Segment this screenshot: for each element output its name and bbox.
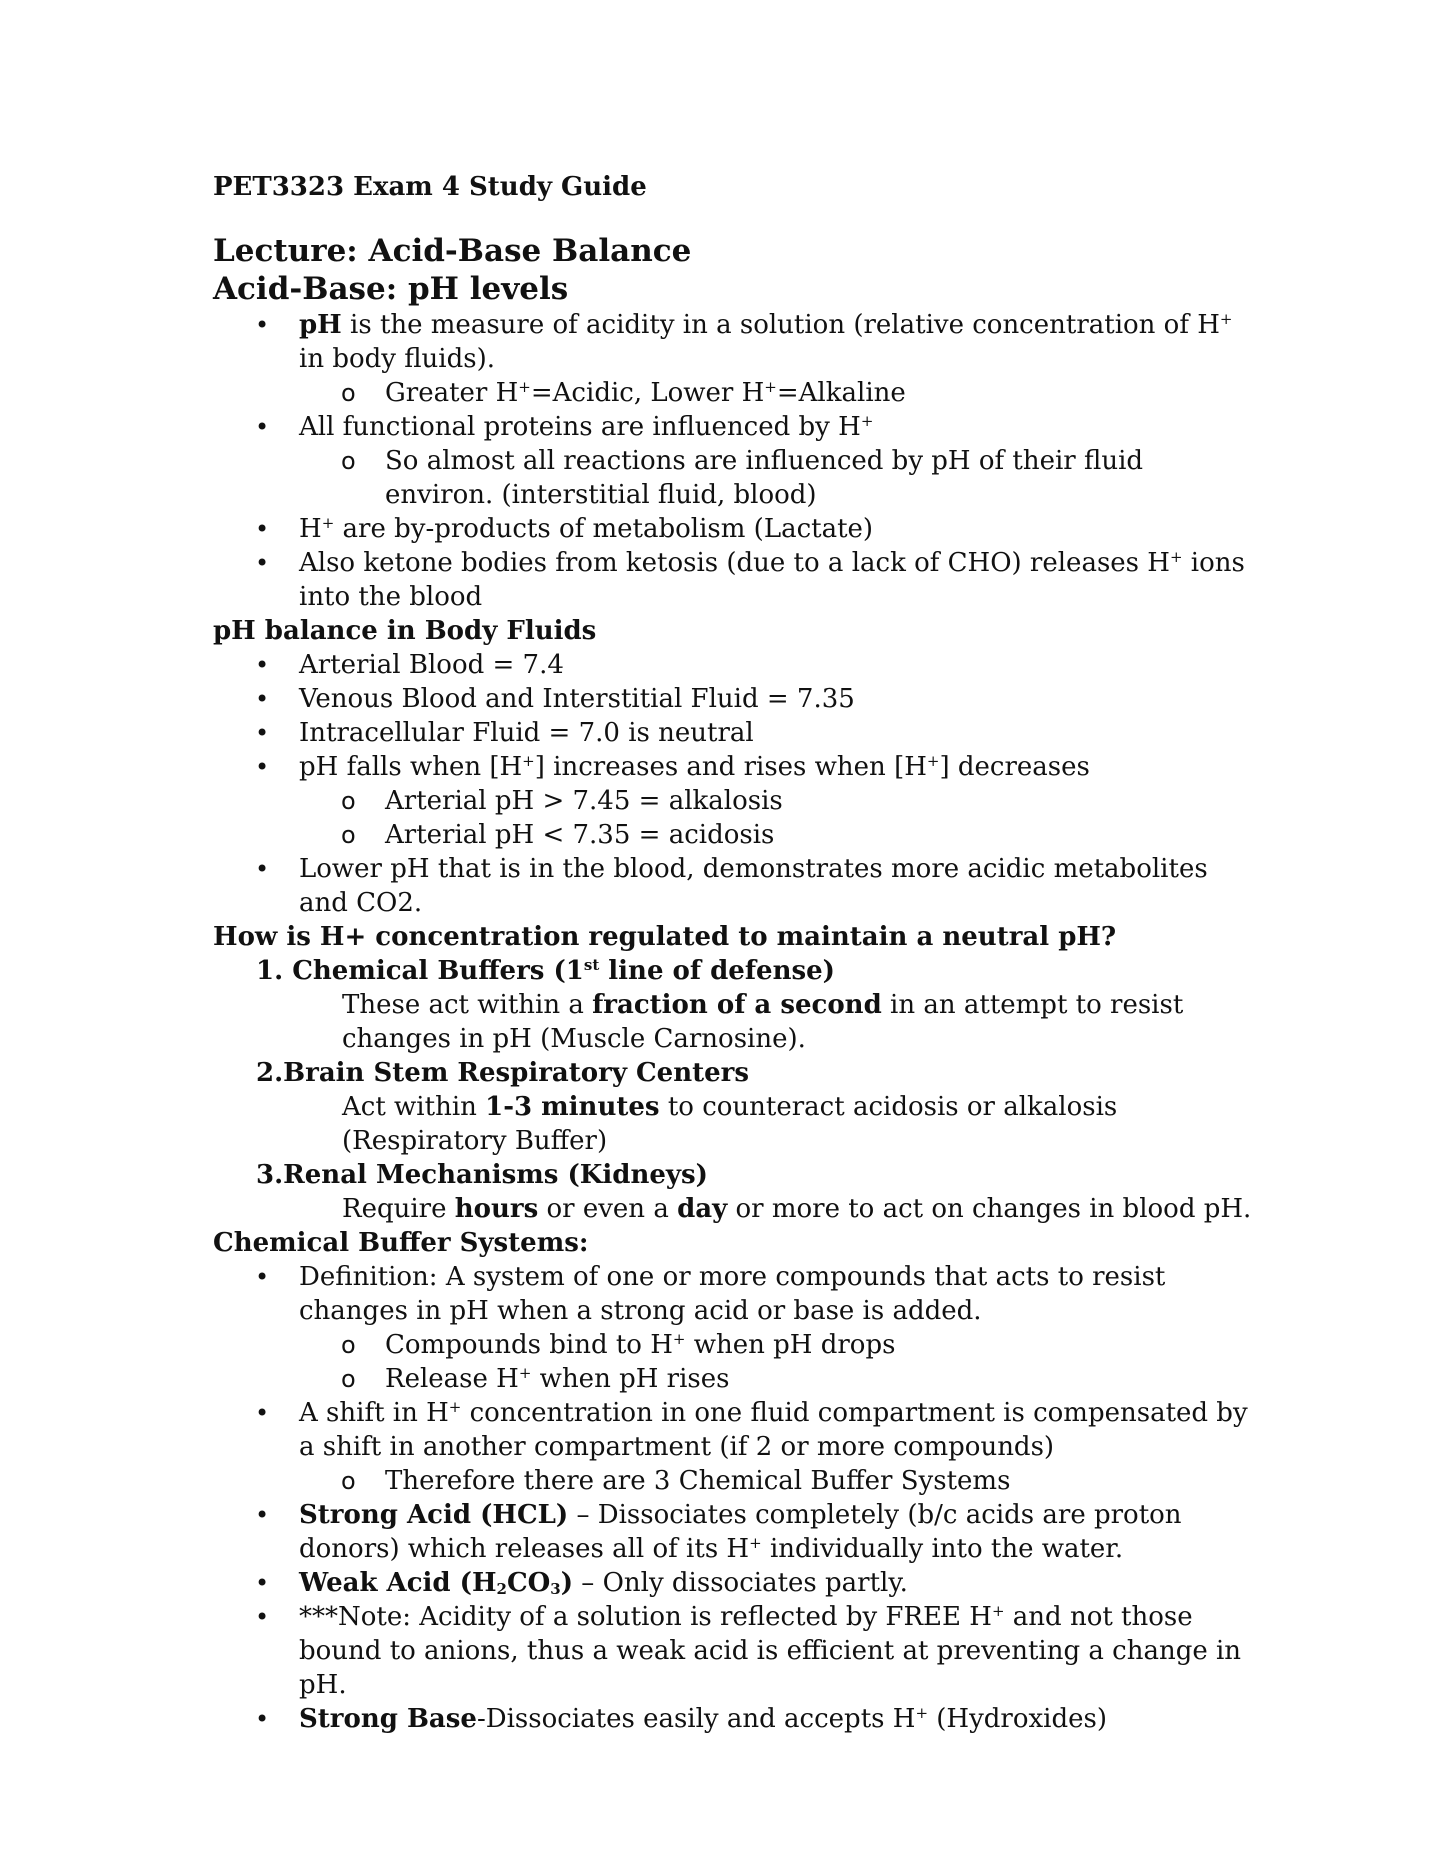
step-chemical-buffers-body: These act within a fraction of a second in an attempt to resist changes in pH (Muscle Carnosine). (342, 990, 1184, 1054)
body-fluids-list (213, 648, 1253, 920)
list-item: • Strong Base-Dissociates easily and accepts H+ (Hydroxides) (213, 1702, 1253, 1736)
sub-list-item: o Release H+ when pH rises (213, 1362, 1253, 1396)
list-item: • ***Note: Acidity of a solution is reflected by FREE H+ and not those bound to anions, thus a weak acid is efficient at preventing a change in pH. (213, 1600, 1253, 1702)
step-respiratory-centers: 2.Brain Stem Respiratory Centers (256, 1058, 750, 1088)
topic-heading: Acid-Base: pH levels (213, 271, 569, 307)
sub-list-item: o So almost all reactions are influenced by pH of their fluid environ. (interstitial fluid, blood) (213, 444, 1253, 512)
list-item: • H+ are by-products of metabolism (Lactate) (213, 512, 1253, 546)
list-item: • Strong Acid (HCL) – Dissociates completely (b/c acids are proton donors) which releases all of its H+ individually into the water. (213, 1498, 1253, 1566)
list-item: • A shift in H+ concentration in one fluid compartment is compensated by a shift in another compartment (if 2 or more compounds) (213, 1396, 1253, 1464)
list-item: • Definition: A system of one or more compounds that acts to resist changes in pH when a strong acid or base is added. (213, 1260, 1253, 1328)
study-guide-page (213, 170, 1253, 1736)
sub-list-item: o Arterial pH > 7.45 = alkalosis (213, 784, 1253, 818)
list-item: • pH is the measure of acidity in a solution (relative concentration of H+ in body fluids). (213, 308, 1253, 376)
buffer-systems-list (213, 1260, 1253, 1736)
sub-list-item: o Therefore there are 3 Chemical Buffer Systems (213, 1464, 1253, 1498)
step-respiratory-centers-body: Act within 1-3 minutes to counteract acidosis or alkalosis (Respiratory Buffer) (342, 1092, 1118, 1156)
step-renal-mechanisms-body: Require hours or even a day or more to act on changes in blood pH. (342, 1194, 1252, 1224)
list-item: • Weak Acid $(H_2CO_3)$ – Only dissociates partly. (213, 1566, 1253, 1600)
document-title: PET3323 Exam 4 Study Guide (213, 172, 647, 202)
sub-list-item: o Compounds bind to H+ when pH drops (213, 1328, 1253, 1362)
weak-acid-formula: Weak Acid $(H_2CO_3)$ (299, 1568, 574, 1598)
list-item: • Also ketone bodies from ketosis (due to a lack of CHO) releases H+ ions into the blood (213, 546, 1253, 614)
ph-levels-list (213, 308, 1253, 614)
list-item: • Lower pH that is in the blood, demonstrates more acidic metabolites and CO2. (213, 852, 1253, 920)
regulation-heading: How is H+ concentration regulated to maintain a neutral pH? (213, 922, 1117, 952)
sub-list-item: o Arterial pH < 7.35 = acidosis (213, 818, 1253, 852)
list-item: • pH falls when [H+] increases and rises when [H+] decreases (213, 750, 1253, 784)
buffer-systems-heading: Chemical Buffer Systems: (213, 1228, 589, 1258)
sub-list-item: o Greater H+=Acidic, Lower H+=Alkaline (213, 376, 1253, 410)
list-item: • Arterial Blood = 7.4 (213, 648, 1253, 682)
list-item: • Venous Blood and Interstitial Fluid = 7.35 (213, 682, 1253, 716)
lecture-heading: Lecture: Acid-Base Balance (213, 233, 692, 269)
body-fluids-heading: pH balance in Body Fluids (213, 616, 597, 646)
list-item: • Intracellular Fluid = 7.0 is neutral (213, 716, 1253, 750)
list-item: • All functional proteins are influenced by H+ (213, 410, 1253, 444)
step-renal-mechanisms: 3.Renal Mechanisms (Kidneys) (256, 1160, 708, 1190)
step-chemical-buffers: 1. Chemical Buffers (1st line of defense) (256, 956, 835, 986)
